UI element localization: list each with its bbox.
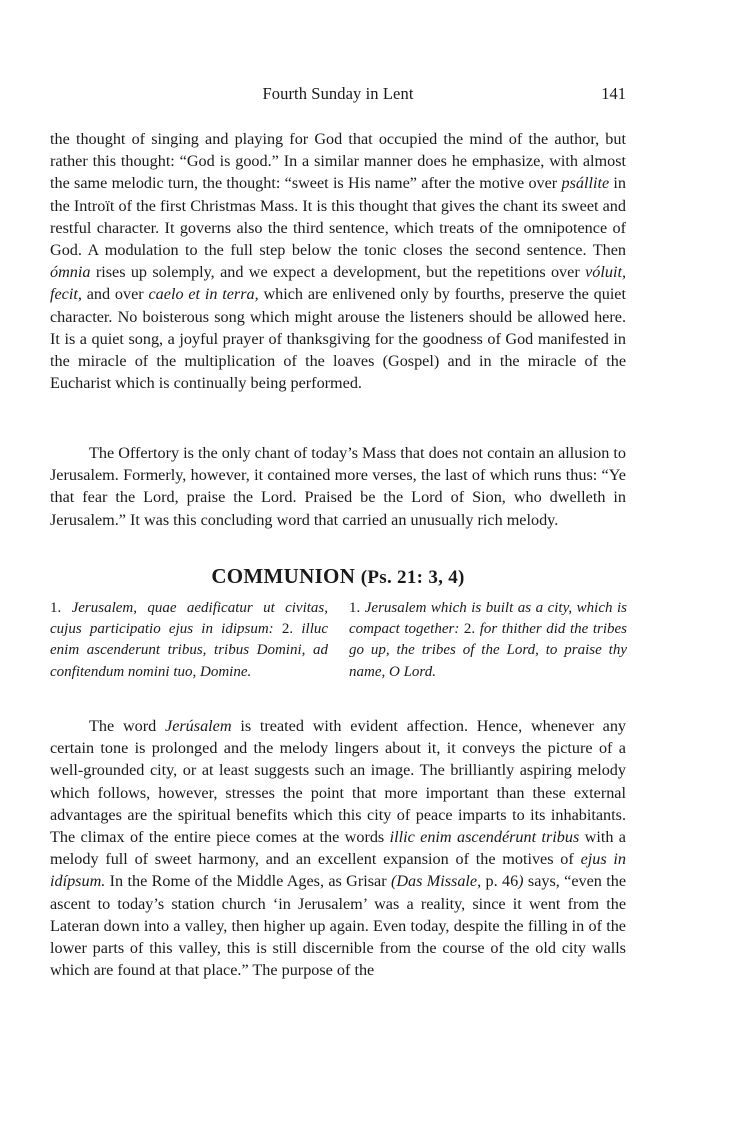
english-column [349, 598, 627, 683]
section-heading [50, 564, 626, 589]
italic-term: (Das Missale, [390, 872, 482, 891]
verse-number: 2. [463, 621, 476, 638]
verse-number: 1. [50, 600, 62, 616]
text-run: p. 46 [481, 872, 519, 891]
text-run: with a melody full of sweet harmony, and an excellent expansion of the motives of [50, 828, 626, 869]
english-verse-1: Jerusalem which is built as a city, which is compact together: [349, 600, 628, 638]
text-run: is treated with evident affection. Hence, whenever any certain tone is prolonged and the melody lingers about it, it conveys the picture of a well-grounded city, or at least suggests such an image. The brilliantly aspiring melody which follows, however, stresses the point that more important than these external advantages are the spiritual benefits which this city of peace imparts to its inhabitants. The climax of the entire piece comes at the words [50, 717, 627, 847]
page-header [50, 84, 626, 106]
italic-term: caelo et in terra, [148, 285, 259, 304]
italic-term: ejus in idípsum. [50, 850, 626, 891]
latin-verse-1: Jerusalem, quae aedificatur ut civitas, cujus participatio ejus in idipsum: [50, 600, 328, 638]
section-title: COMMUNION [211, 564, 356, 588]
text-run: and over [81, 285, 149, 304]
italic-term: illic enim ascendérunt tribus [389, 828, 580, 847]
psalm-reference: (Ps. 21: 3, 4) [360, 567, 465, 588]
latin-column [50, 598, 328, 683]
text-run: in the Introït of the first Christmas Mass. It is this thought that gives the chant its sweet and restful character. It governs also the third sentence, which treats of the omnipotence of God. A modulation to the full step below the tonic closes the second sentence. Then [50, 174, 626, 260]
text-run: rises up solemply, and we expect a development, but the repetitions over [90, 263, 586, 282]
italic-term: ómnia [50, 263, 91, 282]
english-verse-2: for thither did the tribes go up, the tribes of the Lord, to praise thy name, O Lord. [349, 621, 628, 680]
verse-number: 1. [349, 600, 361, 616]
italic-term: vóluit, fecit, [50, 263, 626, 304]
latin-verse-2: illuc enim ascenderunt tribus, tribus Domini, ad confitendum nomini tuo, Domine. [50, 621, 329, 680]
text-run: says, “even the ascent to today’s station church ‘in Jerusalem’ was a reality, since it went from the Lateran down into a valley, then higher up again. Even today, despite the filling in of the lower parts of this valley, this is still discernible from the course of the old city walls which are found at that place.” The purpose of the [50, 872, 626, 980]
italic-term: psállite [561, 174, 610, 193]
paragraph-2-text: The Offertory is the only chant of today’s Mass that does not contain an allusion to Jerusalem. Formerly, however, it contained more verses, the last of which runs thus: “Ye that fear the Lord, praise the Lord. Praised be the Lord of Sion, who dwelleth in Jerusalem.” It was this concluding word that carried an unusually rich melody. [50, 444, 626, 529]
text-run: The word [89, 717, 166, 735]
italic-term: Jerúsalem [165, 717, 232, 735]
paragraph-2 [50, 442, 626, 531]
running-title: Fourth Sunday in Lent [262, 84, 414, 103]
text-run: which are enlivened only by fourths, preserve the quiet character. No boisterous song which might arouse the listeners should be allowed here. It is a quiet song, a joyful prayer of thanksgiving for the goodness of God manifested in the miracle of the multiplication of the loaves (Gospel) and in the miracle of the Eucharist which is continually being performed. [50, 285, 626, 393]
text-run: the thought of singing and playing for God that occupied the mind of the author, but rather this thought: “God is good.” In a similar manner does he emphasize, with almost the same melodic turn, the thought: “sweet is His name” after the motive over [50, 130, 626, 193]
italic-term: ) [518, 872, 524, 891]
paragraph-3 [50, 715, 626, 981]
verse-number: 2. [281, 621, 294, 638]
text-run: In the Rome of the Middle Ages, as Grisar [105, 872, 391, 891]
page-number: 141 [601, 84, 626, 103]
paragraph-1 [50, 128, 626, 394]
